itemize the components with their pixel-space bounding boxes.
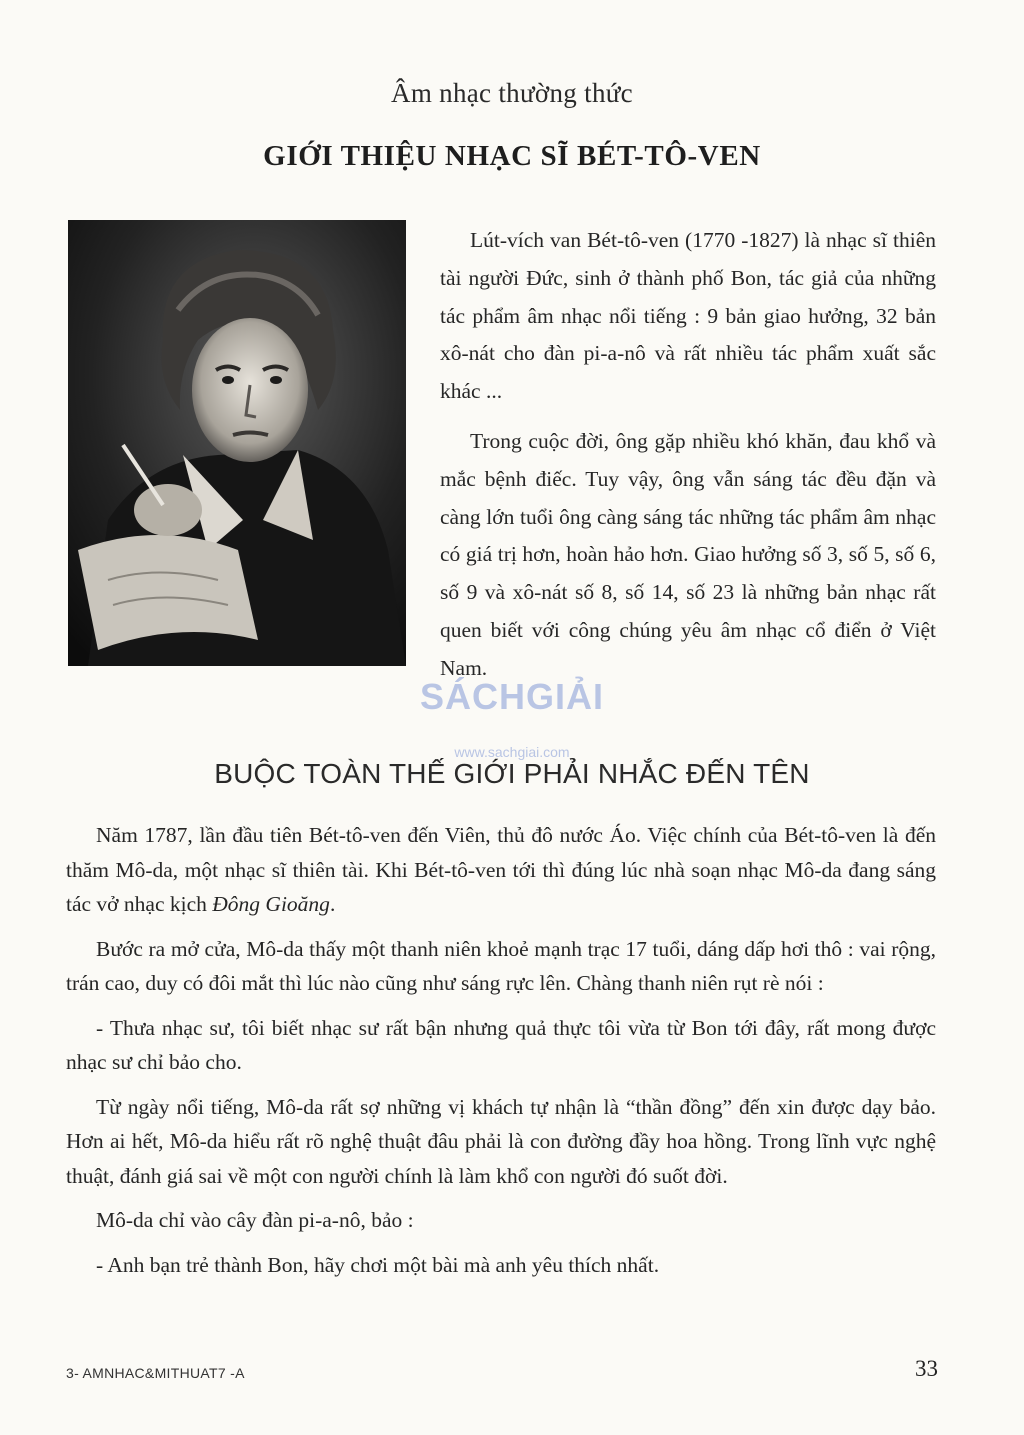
story-title: BUỘC TOÀN THẾ GIỚI PHẢI NHẮC ĐẾN TÊN xyxy=(214,758,810,789)
watermark xyxy=(412,676,612,766)
watermark-url: www.sachgiai.com xyxy=(454,744,570,760)
story-paragraph: - Thưa nhạc sư, tôi biết nhạc sư rất bận nhưng quả thực tôi vừa từ Bon tới đây, rất mong được nhạc sư chỉ bảo cho. xyxy=(66,1015,936,1074)
intro-paragraph: Lút-vích van Bét-tô-ven (1770 -1827) là nhạc sĩ thiên tài người Đức, sinh ở thành phố Bon, tác giả của những tác phẩm âm nhạc nổi tiếng : 9 bản giao hưởng, 32 bản xô-nát cho đàn pi-a-nô và rất nhiều tác phẩm xuất sắc khác ... xyxy=(440,228,936,404)
page-number: 33 xyxy=(915,1356,938,1381)
page-title: GIỚI THIỆU NHẠC SĨ BÉT-TÔ-VEN xyxy=(263,140,761,172)
section-label: Âm nhạc thường thức xyxy=(391,78,633,108)
opera-title: Đông Gioăng xyxy=(212,892,330,916)
intro-text xyxy=(440,222,936,700)
story-text xyxy=(66,818,936,1292)
book-code: 3- AMNHAC&MITHUAT7 -A xyxy=(66,1365,245,1381)
watermark-logo: SÁCHGIẢI xyxy=(419,676,604,717)
story-paragraph xyxy=(66,818,936,922)
story-paragraph: Mô-da chỉ vào cây đàn pi-a-nô, bảo : xyxy=(96,1208,414,1232)
story-paragraph: Từ ngày nổi tiếng, Mô-da rất sợ những vị khách tự nhận là “thần đồng” đến xin được dạy bảo. Hơn ai hết, Mô-da hiểu rất rõ nghệ thuật đâu phải là con đường đầy hoa hồng. Trong lĩnh vực nghệ thuật, đánh giá sai về một con người chính là làm khổ con người đó suốt đời. xyxy=(66,1094,936,1188)
story-text-run: . xyxy=(329,892,336,916)
intro-paragraph: Trong cuộc đời, ông gặp nhiều khó khăn, đau khổ và mắc bệnh điếc. Tuy vậy, ông vẫn sáng tác đều đặn và càng lớn tuổi ông càng sáng tác những tác phẩm âm nhạc có giá trị hơn, hoàn hảo hơn. Giao hưởng số 3, số 5, số 6, số 9 và xô-nát số 8, số 14, số 23 là những bản nhạc rất quen biết với công chúng yêu âm nhạc cổ điển ở Việt Nam. xyxy=(440,428,936,680)
story-paragraph: - Anh bạn trẻ thành Bon, hãy chơi một bài mà anh yêu thích nhất. xyxy=(96,1252,660,1277)
beethoven-portrait xyxy=(68,220,406,666)
story-text-run: Năm 1787, lần đầu tiên Bét-tô-ven đến Viên, thủ đô nước Áo. Việc chính của Bét-tô-ven là đến thăm Mô-da, một nhạc sĩ thiên tài. Khi Bét-tô-ven tới thì đúng lúc nhà soạn nhạc Mô-da đang sáng tác vở nhạc kịch xyxy=(66,823,936,916)
story-paragraph: Bước ra mở cửa, Mô-da thấy một thanh niên khoẻ mạnh trạc 17 tuổi, dáng dấp hơi thô : vai rộng, trán cao, duy có đôi mắt thì lúc nào cũng như sáng rực lên. Chàng thanh niên rụt rè nói : xyxy=(66,936,936,995)
